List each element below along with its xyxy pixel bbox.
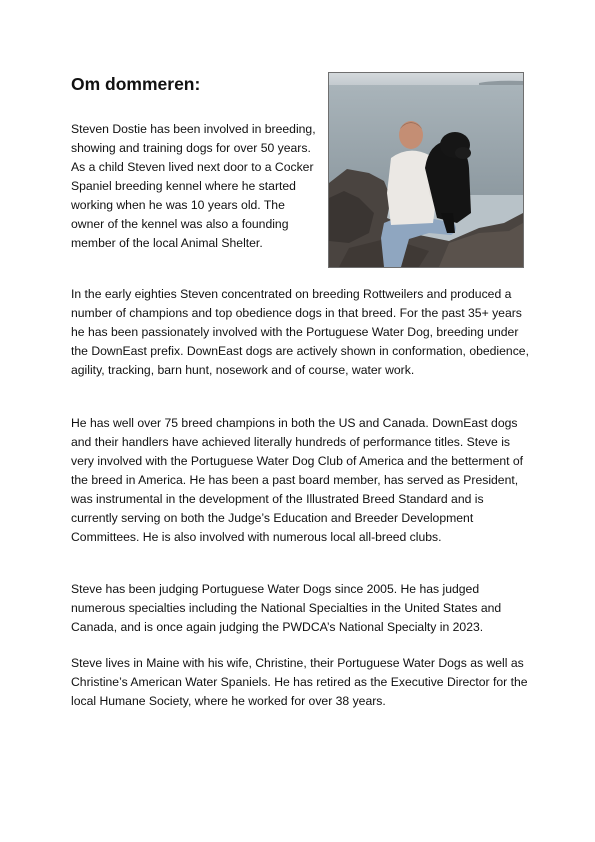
paragraph-personal: Steve lives in Maine with his wife, Christine, their Portuguese Water Dogs as well as Christine’s American Water Spaniels. He has retired as the Executive Director for the local Humane Society, where he worked for over 38 years. xyxy=(71,656,528,708)
page-heading: Om dommeren: xyxy=(71,74,201,94)
paragraph-champions: He has well over 75 breed champions in both the US and Canada. DownEast dogs and their handlers have achieved literally hundreds of performance titles. Steve is very involved with the Portuguese Water Dog Club of America and the betterment of the breed in America. He has been a past board member, has served as President, was instrumental in the development of the Illustrated Breed Standard and is currently serving on both the Judge’s Education and Breeder Development Committees. He is also involved with numerous local all-breed clubs. xyxy=(71,416,524,544)
judge-photo xyxy=(328,72,524,268)
paragraph-judging: Steve has been judging Portuguese Water Dogs since 2005. He has judged numerous specialties including the National Specialties in the United States and Canada, and is once again judging the PWDCA’s National Specialty in 2023. xyxy=(71,582,502,634)
paragraph-rottweilers: In the early eighties Steven concentrated on breeding Rottweilers and produced a number of champions and top obedience dogs in that breed. For the past 35+ years he has been passionately involved with the Portuguese Water Dog, breeding under the DownEast prefix. DownEast dogs are actively shown in conformation, obedience, agility, tracking, barn hunt, nosework and of course, water work. xyxy=(71,287,529,377)
intro-paragraph: Steven Dostie has been involved in breeding, showing and training dogs for over 50 years. As a child Steven lived next door to a Cocker Spaniel breeding kennel where he started working when he was 10 years old. The owner of the kennel was also a founding member of the local Animal Shelter. xyxy=(71,122,316,250)
